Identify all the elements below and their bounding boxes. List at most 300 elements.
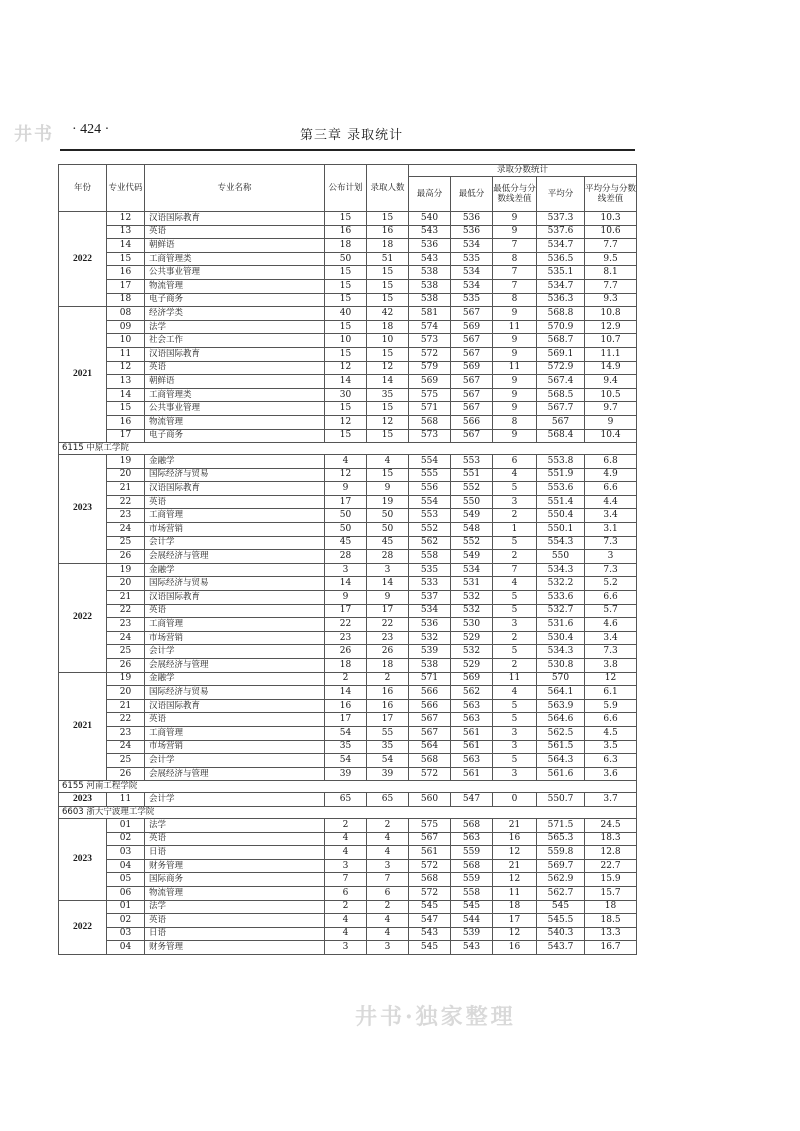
min-diff-cell: 2 [493,631,537,645]
table-row [59,266,637,280]
avg-cell: 553.6 [537,482,585,496]
code-cell: 10 [107,334,145,348]
admitted-cell: 50 [367,523,409,537]
avg-diff-cell: 5.7 [585,604,637,618]
plan-cell: 2 [325,900,367,914]
min-diff-cell: 9 [493,334,537,348]
avg-cell: 571.5 [537,818,585,832]
code-cell: 24 [107,631,145,645]
institution-row [59,806,637,818]
min-diff-cell: 6 [493,455,537,469]
table-row [59,659,637,673]
plan-cell: 12 [325,415,367,429]
code-cell: 17 [107,429,145,443]
code-cell: 01 [107,818,145,832]
plan-cell: 4 [325,927,367,941]
code-cell: 15 [107,252,145,266]
avg-diff-cell: 9.3 [585,293,637,307]
min-diff-cell: 5 [493,604,537,618]
max-cell: 572 [409,767,451,781]
min-cell: 569 [451,672,493,686]
max-cell: 569 [409,375,451,389]
min-cell: 567 [451,388,493,402]
admitted-cell: 45 [367,536,409,550]
min-diff-cell: 4 [493,577,537,591]
avg-cell: 570.9 [537,320,585,334]
min-diff-cell: 3 [493,740,537,754]
avg-cell: 534.7 [537,279,585,293]
chapter-title: 第三章 录取统计 [300,128,404,143]
avg-diff-cell: 3.7 [585,793,637,807]
name-cell: 金融学 [145,563,325,577]
admitted-cell: 15 [367,293,409,307]
avg-diff-cell: 3.4 [585,631,637,645]
max-cell: 558 [409,550,451,564]
code-cell: 26 [107,659,145,673]
admitted-cell: 42 [367,307,409,321]
name-cell: 国际经济与贸易 [145,577,325,591]
plan-cell: 9 [325,591,367,605]
admitted-cell: 15 [367,402,409,416]
table-row [59,859,637,873]
table-row [59,468,637,482]
table-row [59,754,637,768]
table-row [59,523,637,537]
min-diff-cell: 11 [493,361,537,375]
code-cell: 21 [107,591,145,605]
code-cell: 25 [107,536,145,550]
name-cell: 国际经济与贸易 [145,686,325,700]
avg-cell: 532.7 [537,604,585,618]
name-cell: 工商管理 [145,509,325,523]
table-row [59,509,637,523]
max-cell: 567 [409,832,451,846]
min-cell: 535 [451,293,493,307]
avg-cell: 564.1 [537,686,585,700]
admitted-cell: 4 [367,914,409,928]
min-diff-cell: 5 [493,536,537,550]
code-cell: 20 [107,686,145,700]
name-cell: 英语 [145,914,325,928]
admitted-cell: 4 [367,927,409,941]
avg-diff-cell: 3 [585,550,637,564]
avg-cell: 532.2 [537,577,585,591]
institution-label: 6603 浙大宁波理工学院 [59,806,637,818]
table-row [59,645,637,659]
admitted-cell: 15 [367,266,409,280]
name-cell: 国际经济与贸易 [145,468,325,482]
max-cell: 534 [409,604,451,618]
min-cell: 553 [451,455,493,469]
code-cell: 01 [107,900,145,914]
avg-diff-cell: 4.6 [585,618,637,632]
avg-cell: 561.5 [537,740,585,754]
table-row [59,388,637,402]
name-cell: 汉语国际教育 [145,212,325,226]
header-plan: 公布计划 [325,165,367,212]
min-cell: 536 [451,225,493,239]
name-cell: 市场营销 [145,631,325,645]
plan-cell: 28 [325,550,367,564]
plan-cell: 54 [325,726,367,740]
min-diff-cell: 5 [493,645,537,659]
min-cell: 534 [451,279,493,293]
avg-diff-cell: 12.9 [585,320,637,334]
min-cell: 563 [451,699,493,713]
avg-diff-cell: 22.7 [585,859,637,873]
code-cell: 11 [107,347,145,361]
min-diff-cell: 17 [493,914,537,928]
table-row [59,900,637,914]
code-cell: 23 [107,726,145,740]
table-row [59,793,637,807]
avg-cell: 562.9 [537,873,585,887]
avg-cell: 545.5 [537,914,585,928]
avg-diff-cell: 10.3 [585,212,637,226]
max-cell: 575 [409,818,451,832]
min-diff-cell: 5 [493,699,537,713]
min-diff-cell: 9 [493,429,537,443]
avg-diff-cell: 3.4 [585,509,637,523]
max-cell: 581 [409,307,451,321]
max-cell: 573 [409,429,451,443]
name-cell: 会计学 [145,536,325,550]
min-cell: 567 [451,307,493,321]
institution-label: 6115 中原工学院 [59,443,637,455]
table-row [59,740,637,754]
min-diff-cell: 9 [493,307,537,321]
avg-diff-cell: 9.7 [585,402,637,416]
table-row [59,495,637,509]
table-row [59,279,637,293]
code-cell: 02 [107,914,145,928]
name-cell: 电子商务 [145,293,325,307]
min-cell: 566 [451,415,493,429]
plan-cell: 3 [325,563,367,577]
name-cell: 工商管理 [145,726,325,740]
plan-cell: 9 [325,482,367,496]
min-diff-cell: 16 [493,832,537,846]
admitted-cell: 19 [367,495,409,509]
code-cell: 15 [107,402,145,416]
min-diff-cell: 9 [493,388,537,402]
admitted-cell: 18 [367,239,409,253]
max-cell: 553 [409,509,451,523]
min-diff-cell: 3 [493,495,537,509]
code-cell: 13 [107,375,145,389]
max-cell: 556 [409,482,451,496]
min-cell: 569 [451,320,493,334]
max-cell: 572 [409,886,451,900]
max-cell: 538 [409,266,451,280]
plan-cell: 15 [325,293,367,307]
plan-cell: 22 [325,618,367,632]
avg-diff-cell: 12 [585,672,637,686]
min-diff-cell: 4 [493,686,537,700]
plan-cell: 50 [325,523,367,537]
avg-cell: 567.7 [537,402,585,416]
name-cell: 财务管理 [145,941,325,955]
header-admitted: 录取人数 [367,165,409,212]
min-diff-cell: 9 [493,212,537,226]
table-row [59,307,637,321]
avg-diff-cell: 6.8 [585,455,637,469]
code-cell: 06 [107,886,145,900]
header-min-diff: 最低分与分数线差值 [493,177,537,212]
admitted-cell: 35 [367,388,409,402]
min-cell: 529 [451,659,493,673]
plan-cell: 4 [325,832,367,846]
page-number: · 424 · [72,122,110,137]
name-cell: 汉语国际教育 [145,699,325,713]
code-cell: 24 [107,740,145,754]
avg-cell: 559.8 [537,846,585,860]
avg-cell: 568.4 [537,429,585,443]
table-row [59,563,637,577]
table-row [59,914,637,928]
plan-cell: 40 [325,307,367,321]
avg-diff-cell: 6.6 [585,713,637,727]
max-cell: 566 [409,699,451,713]
plan-cell: 15 [325,279,367,293]
plan-cell: 4 [325,455,367,469]
min-cell: 567 [451,402,493,416]
avg-cell: 535.1 [537,266,585,280]
plan-cell: 65 [325,793,367,807]
min-cell: 547 [451,793,493,807]
avg-diff-cell: 3.8 [585,659,637,673]
plan-cell: 14 [325,375,367,389]
code-cell: 04 [107,859,145,873]
min-diff-cell: 8 [493,293,537,307]
avg-diff-cell: 5.2 [585,577,637,591]
admitted-cell: 4 [367,832,409,846]
name-cell: 工商管理 [145,618,325,632]
max-cell: 560 [409,793,451,807]
avg-diff-cell: 9.4 [585,375,637,389]
avg-cell: 565.3 [537,832,585,846]
max-cell: 543 [409,927,451,941]
name-cell: 会展经济与管理 [145,767,325,781]
name-cell: 电子商务 [145,429,325,443]
avg-cell: 554.3 [537,536,585,550]
admitted-cell: 4 [367,846,409,860]
code-cell: 12 [107,212,145,226]
watermark: 井书 [14,124,54,145]
admitted-cell: 26 [367,645,409,659]
avg-cell: 561.6 [537,767,585,781]
avg-diff-cell: 11.1 [585,347,637,361]
code-cell: 16 [107,415,145,429]
name-cell: 经济学类 [145,307,325,321]
table-body [59,212,637,955]
min-diff-cell: 12 [493,927,537,941]
avg-cell: 545 [537,900,585,914]
avg-cell: 567 [537,415,585,429]
name-cell: 朝鲜语 [145,239,325,253]
admitted-cell: 35 [367,740,409,754]
name-cell: 国际商务 [145,873,325,887]
name-cell: 会计学 [145,793,325,807]
avg-diff-cell: 15.9 [585,873,637,887]
avg-diff-cell: 7.3 [585,563,637,577]
admitted-cell: 16 [367,699,409,713]
avg-cell: 537.6 [537,225,585,239]
code-cell: 25 [107,754,145,768]
max-cell: 535 [409,563,451,577]
name-cell: 英语 [145,495,325,509]
min-cell: 559 [451,873,493,887]
max-cell: 572 [409,347,451,361]
table-row [59,347,637,361]
max-cell: 571 [409,402,451,416]
min-diff-cell: 7 [493,266,537,280]
avg-cell: 550.1 [537,523,585,537]
name-cell: 法学 [145,900,325,914]
avg-cell: 530.4 [537,631,585,645]
max-cell: 538 [409,659,451,673]
name-cell: 日语 [145,927,325,941]
year-cell: 2023 [59,793,107,807]
min-cell: 562 [451,686,493,700]
avg-diff-cell: 9 [585,415,637,429]
header-year: 年份 [59,165,107,212]
avg-diff-cell: 4.5 [585,726,637,740]
table-row [59,334,637,348]
name-cell: 物流管理 [145,886,325,900]
min-cell: 548 [451,523,493,537]
header-rule [60,149,635,151]
admitted-cell: 15 [367,468,409,482]
admitted-cell: 15 [367,429,409,443]
name-cell: 金融学 [145,455,325,469]
avg-cell: 550.7 [537,793,585,807]
min-cell: 563 [451,832,493,846]
max-cell: 539 [409,645,451,659]
min-diff-cell: 2 [493,659,537,673]
min-cell: 567 [451,429,493,443]
min-diff-cell: 5 [493,754,537,768]
max-cell: 555 [409,468,451,482]
avg-diff-cell: 12.8 [585,846,637,860]
table-row [59,818,637,832]
avg-diff-cell: 3.1 [585,523,637,537]
avg-cell: 572.9 [537,361,585,375]
min-cell: 563 [451,713,493,727]
avg-cell: 536.5 [537,252,585,266]
name-cell: 汉语国际教育 [145,591,325,605]
min-diff-cell: 0 [493,793,537,807]
min-cell: 561 [451,726,493,740]
avg-diff-cell: 3.6 [585,767,637,781]
min-diff-cell: 1 [493,523,537,537]
avg-diff-cell: 6.6 [585,591,637,605]
min-cell: 551 [451,468,493,482]
table-row [59,846,637,860]
min-diff-cell: 21 [493,859,537,873]
min-diff-cell: 9 [493,347,537,361]
code-cell: 05 [107,873,145,887]
avg-diff-cell: 9.5 [585,252,637,266]
avg-cell: 568.5 [537,388,585,402]
code-cell: 03 [107,927,145,941]
avg-diff-cell: 7.7 [585,239,637,253]
avg-diff-cell: 18.5 [585,914,637,928]
max-cell: 571 [409,672,451,686]
name-cell: 工商管理类 [145,252,325,266]
code-cell: 23 [107,509,145,523]
admitted-cell: 3 [367,859,409,873]
table-row [59,631,637,645]
max-cell: 554 [409,455,451,469]
max-cell: 536 [409,618,451,632]
min-diff-cell: 11 [493,672,537,686]
plan-cell: 16 [325,699,367,713]
min-diff-cell: 8 [493,252,537,266]
header-name: 专业名称 [145,165,325,212]
min-cell: 530 [451,618,493,632]
avg-diff-cell: 6.3 [585,754,637,768]
avg-cell: 543.7 [537,941,585,955]
avg-cell: 568.8 [537,307,585,321]
admitted-cell: 51 [367,252,409,266]
name-cell: 物流管理 [145,415,325,429]
min-cell: 543 [451,941,493,955]
table-row [59,672,637,686]
min-diff-cell: 12 [493,846,537,860]
code-cell: 26 [107,550,145,564]
institution-label: 6155 河南工程学院 [59,781,637,793]
min-diff-cell: 9 [493,375,537,389]
year-cell: 2022 [59,563,107,672]
min-cell: 545 [451,900,493,914]
admitted-cell: 12 [367,361,409,375]
code-cell: 09 [107,320,145,334]
avg-cell: 550.4 [537,509,585,523]
min-cell: 534 [451,563,493,577]
avg-diff-cell: 15.7 [585,886,637,900]
min-diff-cell: 18 [493,900,537,914]
admitted-cell: 6 [367,886,409,900]
admitted-cell: 3 [367,941,409,955]
header-avg-diff: 平均分与分数线差值 [585,177,637,212]
name-cell: 汉语国际教育 [145,347,325,361]
max-cell: 547 [409,914,451,928]
table-row [59,550,637,564]
name-cell: 物流管理 [145,279,325,293]
min-cell: 536 [451,212,493,226]
admitted-cell: 2 [367,672,409,686]
plan-cell: 15 [325,429,367,443]
avg-diff-cell: 4.4 [585,495,637,509]
avg-diff-cell: 7.3 [585,645,637,659]
name-cell: 英语 [145,361,325,375]
min-cell: 549 [451,509,493,523]
admitted-cell: 14 [367,375,409,389]
table-row [59,591,637,605]
admitted-cell: 22 [367,618,409,632]
min-cell: 552 [451,536,493,550]
min-diff-cell: 7 [493,279,537,293]
admitted-cell: 2 [367,818,409,832]
plan-cell: 15 [325,347,367,361]
avg-cell: 536.3 [537,293,585,307]
min-cell: 567 [451,347,493,361]
name-cell: 朝鲜语 [145,375,325,389]
min-cell: 534 [451,266,493,280]
avg-diff-cell: 10.4 [585,429,637,443]
plan-cell: 15 [325,402,367,416]
